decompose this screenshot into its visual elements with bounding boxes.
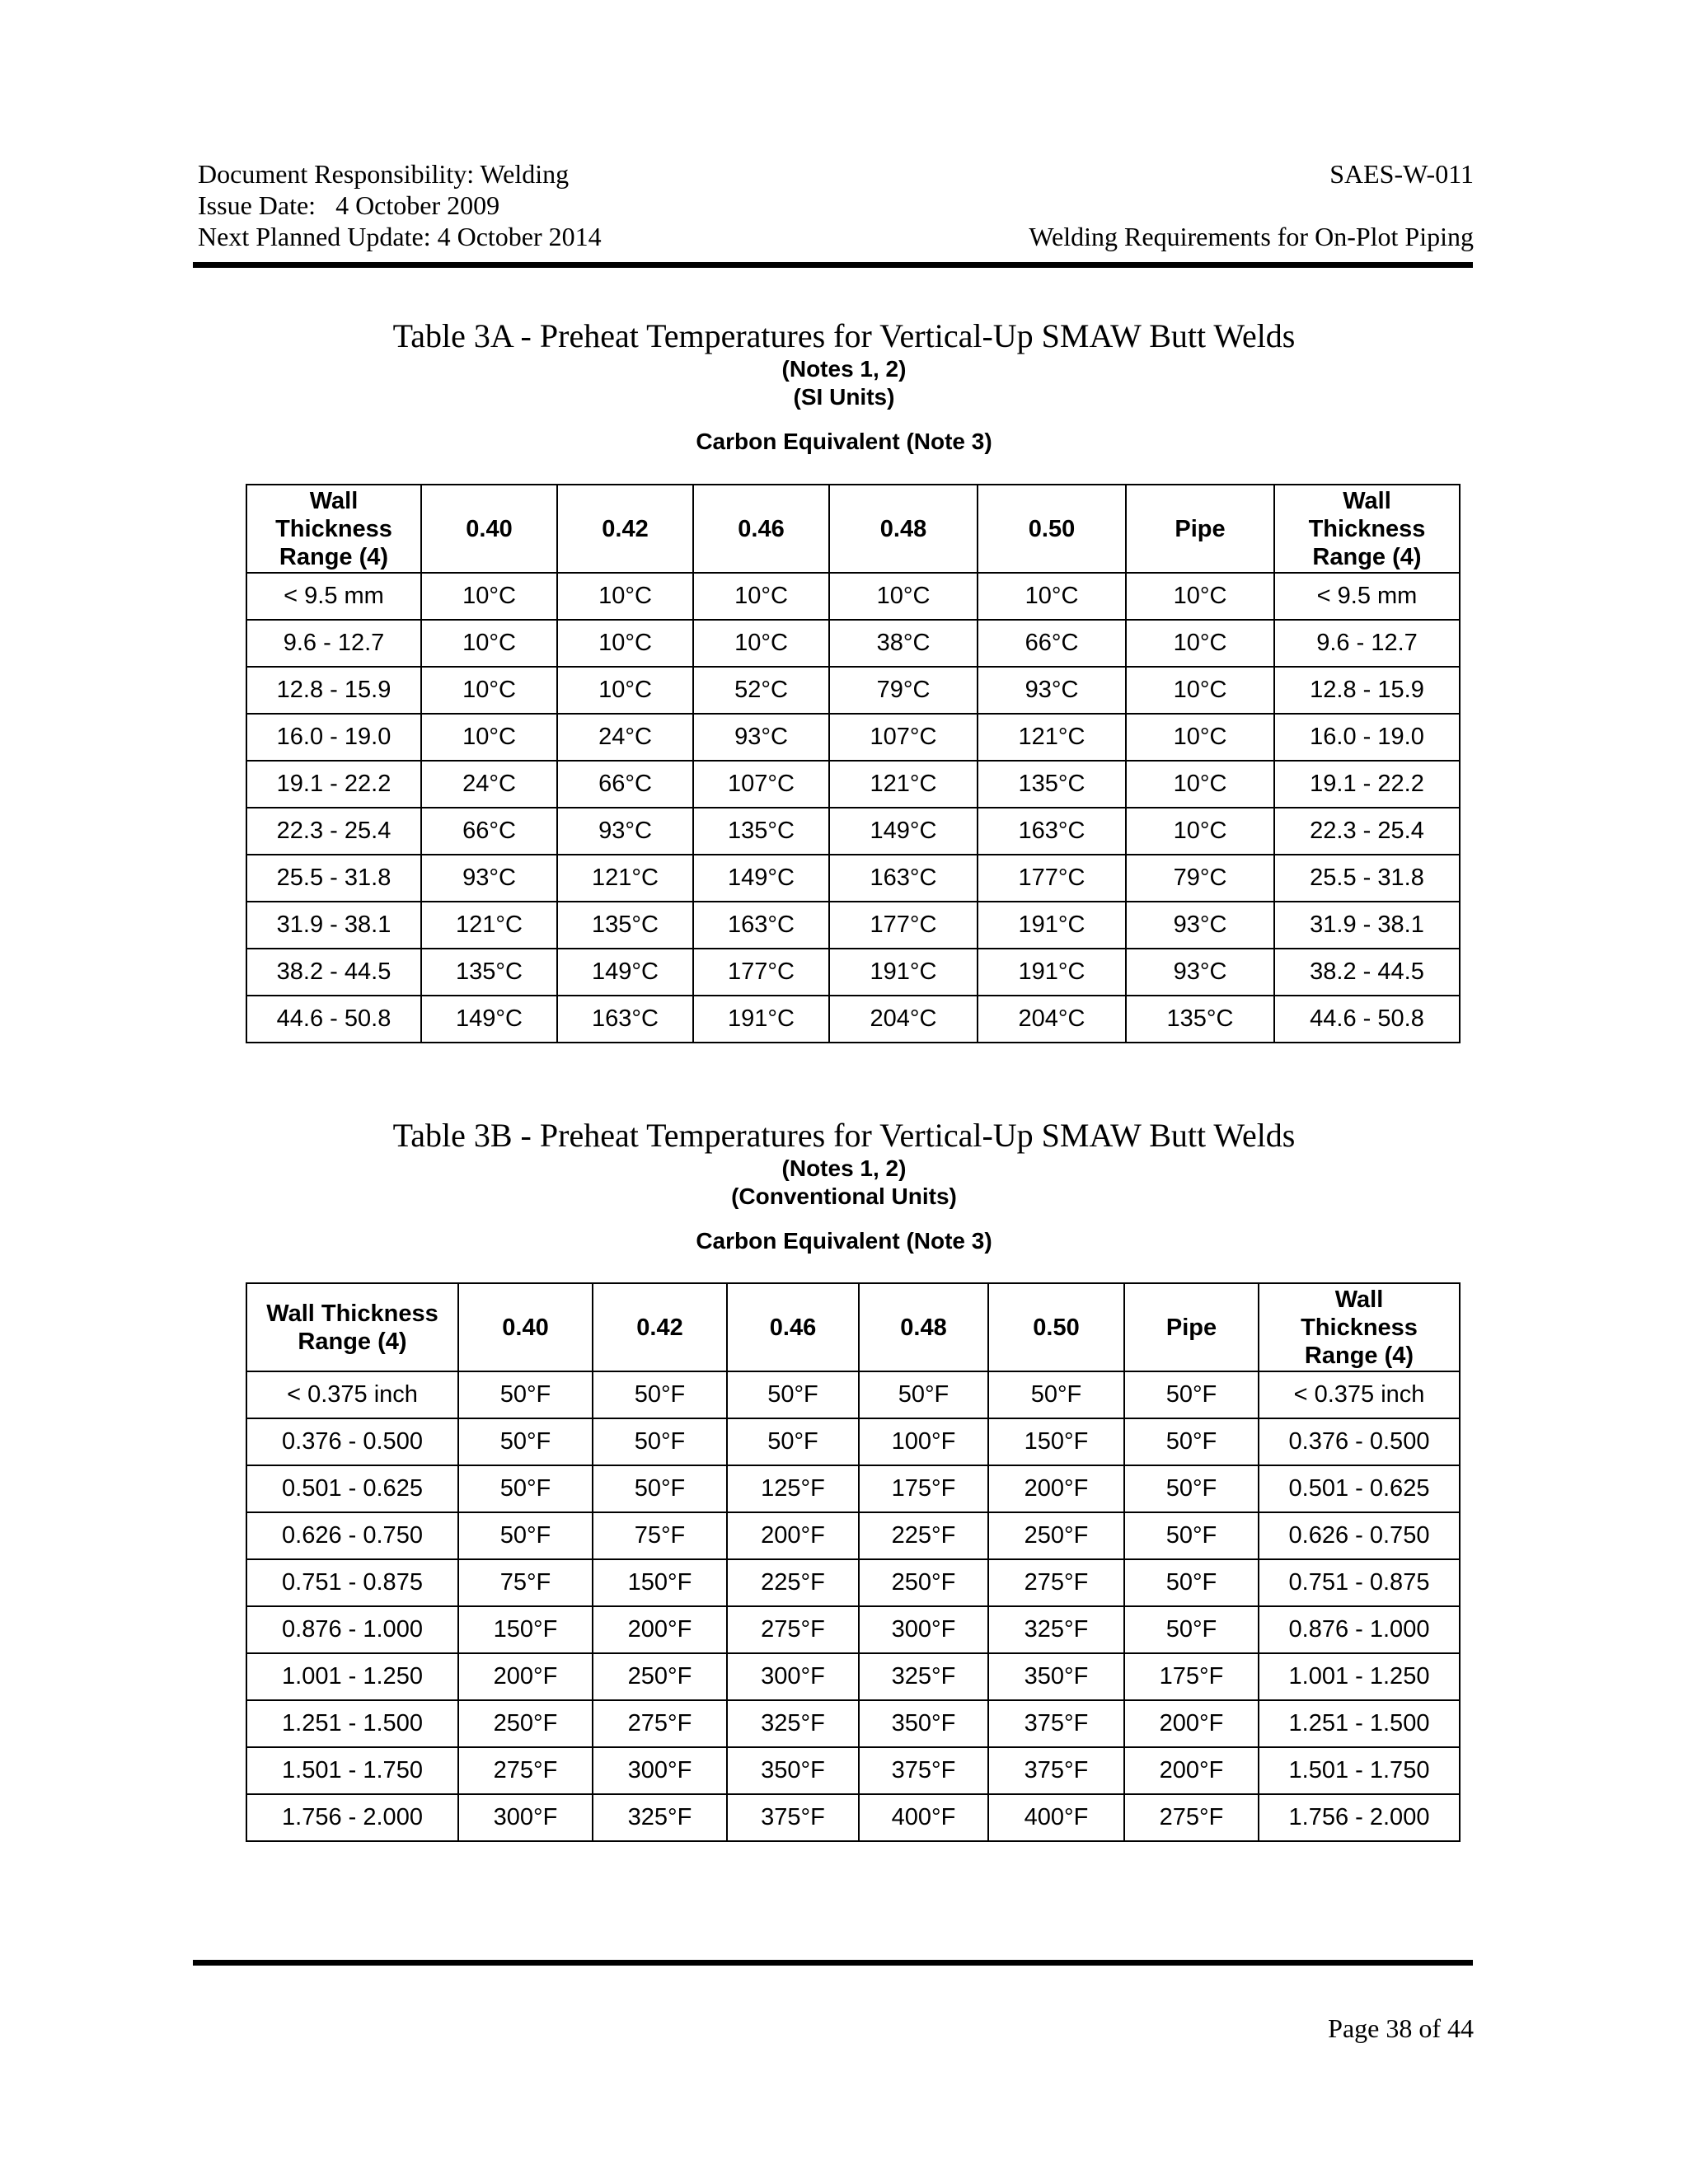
table-cell: 191°C (829, 949, 978, 996)
table-cell: 204°C (829, 996, 978, 1043)
table-cell: 125°F (727, 1465, 859, 1512)
table-cell: 325°F (988, 1606, 1124, 1653)
table-cell: 50°F (727, 1371, 859, 1418)
table-cell: 250°F (988, 1512, 1124, 1559)
table-cell: 163°C (693, 902, 829, 949)
table-3a-carbon-equivalent: Carbon Equivalent (Note 3) (696, 429, 992, 454)
issue-date: Issue Date: 4 October 2009 (198, 190, 500, 220)
table-cell: 22.3 - 25.4 (246, 808, 421, 855)
table-row (246, 808, 1460, 855)
table-cell: 10°C (421, 573, 557, 620)
table-cell: 300°F (458, 1794, 593, 1841)
column-header: 0.50 (978, 485, 1126, 573)
table-cell: 107°C (693, 761, 829, 808)
table-cell: 135°C (693, 808, 829, 855)
table-cell: 200°F (458, 1653, 593, 1700)
table-cell: 150°F (458, 1606, 593, 1653)
table-cell: 177°C (978, 855, 1126, 902)
table-cell: 79°C (829, 667, 978, 714)
table-cell: 175°F (1124, 1653, 1259, 1700)
table-cell: 375°F (727, 1794, 859, 1841)
table-3b (246, 1282, 1461, 1842)
table-row (246, 714, 1460, 761)
table-cell: 50°F (593, 1371, 727, 1418)
table-cell: 100°F (859, 1418, 988, 1465)
table-3b-notes: (Notes 1, 2) (781, 1155, 907, 1181)
table-cell: 93°C (557, 808, 693, 855)
table-cell: 93°C (693, 714, 829, 761)
table-cell: 10°C (1126, 714, 1274, 761)
table-3a-title: Table 3A - Preheat Temperatures for Vertical-Up SMAW Butt Welds (392, 317, 1296, 354)
table-row (246, 1465, 1460, 1512)
table-cell: 250°F (593, 1653, 727, 1700)
table-cell: 25.5 - 31.8 (1274, 855, 1460, 902)
header-rule (193, 262, 1473, 268)
table-cell: < 0.375 inch (246, 1371, 458, 1418)
table-cell: 200°F (727, 1512, 859, 1559)
table-cell: 375°F (988, 1700, 1124, 1747)
table-row (246, 620, 1460, 667)
table-cell: 300°F (859, 1606, 988, 1653)
table-3b-heading (0, 1117, 1688, 1255)
table-cell: 31.9 - 38.1 (1274, 902, 1460, 949)
table-cell: 10°C (1126, 667, 1274, 714)
column-header-wall-thickness: Wall Thickness Range (4) (1259, 1283, 1460, 1371)
table-cell: 191°C (978, 949, 1126, 996)
table-cell: 50°F (593, 1418, 727, 1465)
table-3b-carbon-equivalent: Carbon Equivalent (Note 3) (696, 1228, 992, 1254)
table-cell: 149°C (829, 808, 978, 855)
table-cell: 50°F (593, 1465, 727, 1512)
table-cell: 0.501 - 0.625 (246, 1465, 458, 1512)
table-cell: 135°C (557, 902, 693, 949)
column-header: 0.46 (727, 1283, 859, 1371)
table-cell: 93°C (978, 667, 1126, 714)
table-cell: 275°F (727, 1606, 859, 1653)
table-cell: 10°C (1126, 573, 1274, 620)
table-cell: 10°C (1126, 620, 1274, 667)
column-header: 0.40 (458, 1283, 593, 1371)
page-number: Page 38 of 44 (1328, 2013, 1474, 2043)
table-cell: 50°F (727, 1418, 859, 1465)
table-cell: 24°C (421, 761, 557, 808)
table-cell: 1.756 - 2.000 (246, 1794, 458, 1841)
table-cell: < 9.5 mm (246, 573, 421, 620)
table-cell: 10°C (421, 667, 557, 714)
table-row (246, 1371, 1460, 1418)
table-cell: 1.501 - 1.750 (1259, 1747, 1460, 1794)
table-cell: 1.251 - 1.500 (246, 1700, 458, 1747)
table-row (246, 949, 1460, 996)
table-cell: 177°C (829, 902, 978, 949)
table-cell: 50°F (458, 1371, 593, 1418)
table-cell: 10°C (421, 714, 557, 761)
table-cell: 52°C (693, 667, 829, 714)
table-cell: 10°C (1126, 761, 1274, 808)
table-cell: 66°C (421, 808, 557, 855)
table-3a-notes: (Notes 1, 2) (781, 356, 907, 382)
table-row (246, 996, 1460, 1043)
table-cell: 10°C (557, 620, 693, 667)
table-cell: 10°C (421, 620, 557, 667)
table-cell: 10°C (693, 620, 829, 667)
table-row (246, 855, 1460, 902)
footer-rule (193, 1960, 1473, 1966)
table-cell: 66°C (557, 761, 693, 808)
table-cell: 38.2 - 44.5 (1274, 949, 1460, 996)
table-row (246, 1653, 1460, 1700)
table-cell: 325°F (859, 1653, 988, 1700)
column-header: 0.48 (829, 485, 978, 573)
table-cell: 400°F (988, 1794, 1124, 1841)
table-cell: 175°F (859, 1465, 988, 1512)
table-cell: 191°C (693, 996, 829, 1043)
column-header: 0.40 (421, 485, 557, 573)
table-cell: 22.3 - 25.4 (1274, 808, 1460, 855)
column-header: 0.48 (859, 1283, 988, 1371)
column-header: 0.42 (557, 485, 693, 573)
table-3b-units: (Conventional Units) (731, 1183, 957, 1209)
table-3a (246, 484, 1461, 1043)
table-cell: 93°C (1126, 902, 1274, 949)
table-cell: 1.001 - 1.250 (246, 1653, 458, 1700)
table-cell: 300°F (727, 1653, 859, 1700)
table-cell: 163°C (978, 808, 1126, 855)
column-header: 0.50 (988, 1283, 1124, 1371)
table-cell: 19.1 - 22.2 (1274, 761, 1460, 808)
table-row (246, 1700, 1460, 1747)
table-cell: 149°C (421, 996, 557, 1043)
table-cell: 121°C (421, 902, 557, 949)
table-cell: 93°C (1126, 949, 1274, 996)
table-cell: 75°F (458, 1559, 593, 1606)
doc-title: Welding Requirements for On-Plot Piping (1029, 222, 1474, 251)
table-cell: 9.6 - 12.7 (1274, 620, 1460, 667)
table-cell: 121°C (557, 855, 693, 902)
table-cell: 135°C (421, 949, 557, 996)
table-cell: 1.001 - 1.250 (1259, 1653, 1460, 1700)
table-cell: 0.626 - 0.750 (246, 1512, 458, 1559)
table-cell: 200°F (1124, 1700, 1259, 1747)
table-cell: 250°F (859, 1559, 988, 1606)
table-cell: 0.876 - 1.000 (1259, 1606, 1460, 1653)
table-cell: 1.501 - 1.750 (246, 1747, 458, 1794)
table-cell: 50°F (458, 1418, 593, 1465)
table-cell: 0.501 - 0.625 (1259, 1465, 1460, 1512)
table-cell: 150°F (988, 1418, 1124, 1465)
table-cell: 10°C (978, 573, 1126, 620)
table-row (246, 1512, 1460, 1559)
column-header-wall-thickness: Wall Thickness Range (4) (1274, 485, 1460, 573)
table-cell: 204°C (978, 996, 1126, 1043)
table-cell: 38.2 - 44.5 (246, 949, 421, 996)
table-cell: 10°C (693, 573, 829, 620)
table-cell: 50°F (988, 1371, 1124, 1418)
table-cell: 24°C (557, 714, 693, 761)
table-cell: 44.6 - 50.8 (1274, 996, 1460, 1043)
table-row (246, 1794, 1460, 1841)
table-cell: 121°C (978, 714, 1126, 761)
table-cell: 10°C (829, 573, 978, 620)
table-row (246, 573, 1460, 620)
table-cell: 135°C (978, 761, 1126, 808)
table-row (246, 667, 1460, 714)
table-cell: 250°F (458, 1700, 593, 1747)
table-row (246, 1559, 1460, 1606)
table-cell: 31.9 - 38.1 (246, 902, 421, 949)
table-cell: 1.756 - 2.000 (1259, 1794, 1460, 1841)
table-cell: 200°F (1124, 1747, 1259, 1794)
table-cell: 0.751 - 0.875 (1259, 1559, 1460, 1606)
table-cell: 50°F (1124, 1512, 1259, 1559)
table-cell: 50°F (1124, 1371, 1259, 1418)
table-cell: 149°C (693, 855, 829, 902)
table-3b-header-row (246, 1283, 1460, 1371)
table-cell: 200°F (988, 1465, 1124, 1512)
table-cell: 50°F (1124, 1465, 1259, 1512)
table-cell: 275°F (1124, 1794, 1259, 1841)
table-cell: 66°C (978, 620, 1126, 667)
table-cell: 38°C (829, 620, 978, 667)
column-header: Pipe (1126, 485, 1274, 573)
table-cell: 275°F (458, 1747, 593, 1794)
table-cell: 93°C (421, 855, 557, 902)
table-cell: 0.751 - 0.875 (246, 1559, 458, 1606)
table-row (246, 1747, 1460, 1794)
table-cell: 350°F (859, 1700, 988, 1747)
column-header-wall-thickness: Wall Thickness Range (4) (246, 1283, 458, 1371)
table-3b-title: Table 3B - Preheat Temperatures for Vertical-Up SMAW Butt Welds (392, 1117, 1296, 1154)
table-cell: 275°F (988, 1559, 1124, 1606)
table-3a-header-row (246, 485, 1460, 573)
table-cell: 163°C (557, 996, 693, 1043)
table-cell: 150°F (593, 1559, 727, 1606)
table-cell: 225°F (859, 1512, 988, 1559)
table-cell: < 9.5 mm (1274, 573, 1460, 620)
column-header: Pipe (1124, 1283, 1259, 1371)
table-cell: 375°F (988, 1747, 1124, 1794)
table-cell: 50°F (1124, 1559, 1259, 1606)
table-cell: 325°F (593, 1794, 727, 1841)
table-cell: 12.8 - 15.9 (1274, 667, 1460, 714)
column-header-wall-thickness: Wall Thickness Range (4) (246, 485, 421, 573)
table-cell: 50°F (1124, 1606, 1259, 1653)
table-cell: 177°C (693, 949, 829, 996)
table-cell: 225°F (727, 1559, 859, 1606)
table-cell: 10°C (1126, 808, 1274, 855)
doc-number: SAES-W-011 (1329, 159, 1474, 189)
table-3b-body (246, 1371, 1460, 1841)
table-cell: 10°C (557, 573, 693, 620)
table-3a-body (246, 573, 1460, 1043)
table-cell: 149°C (557, 949, 693, 996)
table-cell: 200°F (593, 1606, 727, 1653)
table-cell: 12.8 - 15.9 (246, 667, 421, 714)
table-cell: 16.0 - 19.0 (1274, 714, 1460, 761)
table-cell: 50°F (458, 1512, 593, 1559)
table-cell: 375°F (859, 1747, 988, 1794)
table-cell: 135°C (1126, 996, 1274, 1043)
table-cell: 19.1 - 22.2 (246, 761, 421, 808)
table-cell: 9.6 - 12.7 (246, 620, 421, 667)
table-cell: 0.376 - 0.500 (246, 1418, 458, 1465)
table-cell: 400°F (859, 1794, 988, 1841)
table-cell: 10°C (557, 667, 693, 714)
table-cell: 275°F (593, 1700, 727, 1747)
table-cell: 50°F (1124, 1418, 1259, 1465)
table-3a-units: (SI Units) (793, 384, 895, 410)
table-cell: 1.251 - 1.500 (1259, 1700, 1460, 1747)
table-cell: 50°F (859, 1371, 988, 1418)
table-cell: 79°C (1126, 855, 1274, 902)
table-cell: 50°F (458, 1465, 593, 1512)
table-row (246, 1418, 1460, 1465)
column-header: 0.46 (693, 485, 829, 573)
doc-responsibility: Document Responsibility: Welding (198, 159, 570, 189)
table-cell: 0.376 - 0.500 (1259, 1418, 1460, 1465)
table-cell: 75°F (593, 1512, 727, 1559)
table-cell: 325°F (727, 1700, 859, 1747)
table-row (246, 761, 1460, 808)
table-cell: 0.626 - 0.750 (1259, 1512, 1460, 1559)
table-cell: 44.6 - 50.8 (246, 996, 421, 1043)
table-cell: 25.5 - 31.8 (246, 855, 421, 902)
column-header: 0.42 (593, 1283, 727, 1371)
table-cell: 191°C (978, 902, 1126, 949)
next-update: Next Planned Update: 4 October 2014 (198, 222, 602, 251)
table-cell: 0.876 - 1.000 (246, 1606, 458, 1653)
table-row (246, 902, 1460, 949)
table-cell: 163°C (829, 855, 978, 902)
table-cell: 350°F (727, 1747, 859, 1794)
table-cell: 107°C (829, 714, 978, 761)
table-cell: 121°C (829, 761, 978, 808)
table-cell: 350°F (988, 1653, 1124, 1700)
table-cell: 16.0 - 19.0 (246, 714, 421, 761)
table-3a-heading (0, 317, 1688, 456)
table-cell: < 0.375 inch (1259, 1371, 1460, 1418)
table-cell: 300°F (593, 1747, 727, 1794)
table-row (246, 1606, 1460, 1653)
